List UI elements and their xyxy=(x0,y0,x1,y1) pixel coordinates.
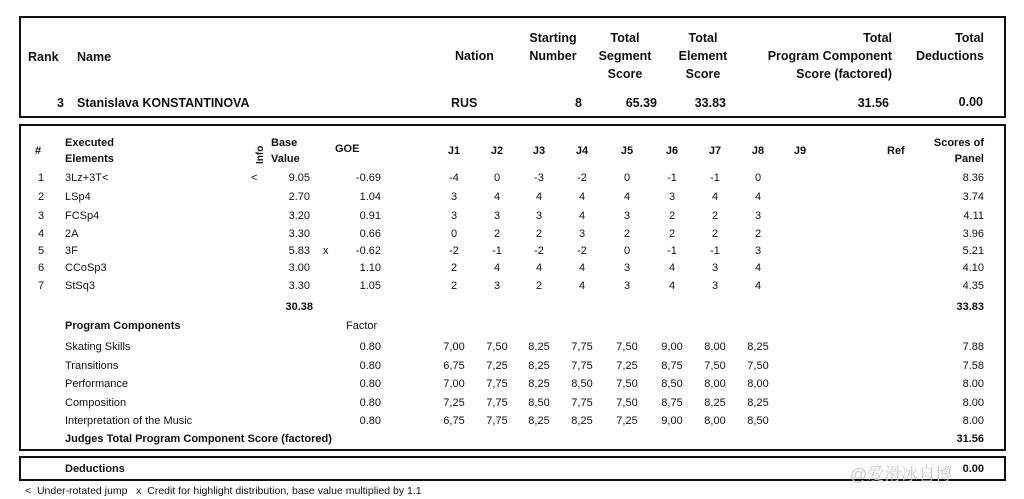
watermark: @爱滑冰自博 xyxy=(850,465,953,484)
component-panel-score: 7.88 xyxy=(962,341,984,353)
element-highlight-x: x xyxy=(323,245,329,257)
component-judge-score: 8,25 xyxy=(528,378,550,390)
element-base-value: 3.30 xyxy=(288,228,310,240)
element-base-value: 3.20 xyxy=(288,210,310,222)
element-judge-score: 3 xyxy=(754,210,762,222)
component-judge-score: 7,50 xyxy=(704,360,726,372)
skater-deductions: 0.00 xyxy=(958,95,983,109)
component-judge-score: 6,75 xyxy=(443,415,465,427)
element-judge-score: 3 xyxy=(623,280,631,292)
component-judge-score: 8,75 xyxy=(661,360,683,372)
element-base-value: 3.00 xyxy=(288,262,310,274)
component-judge-score: 8,50 xyxy=(528,397,550,409)
component-judge-score: 8,25 xyxy=(704,397,726,409)
col-starting-number-header: Starting Number xyxy=(529,31,577,63)
component-judge-score: 8,50 xyxy=(661,378,683,390)
component-judge-score: 8,25 xyxy=(571,415,593,427)
component-judge-score: 8,00 xyxy=(747,378,769,390)
element-judge-score: 2 xyxy=(711,228,719,240)
element-judge-score: 0 xyxy=(450,228,458,240)
element-judge-score: 3 xyxy=(711,280,719,292)
component-judge-score: 8,25 xyxy=(747,397,769,409)
element-judge-score: 2 xyxy=(450,280,458,292)
element-panel-score: 4.11 xyxy=(963,210,984,222)
element-judge-score: 2 xyxy=(754,228,762,240)
skater-tss: 65.39 xyxy=(625,96,657,110)
col-ref-header: Ref xyxy=(887,145,905,157)
component-judge-score: 8,50 xyxy=(571,378,593,390)
element-name: CCoSp3 xyxy=(65,262,107,274)
component-judge-score: 9,00 xyxy=(661,341,683,353)
element-judge-score: 4 xyxy=(578,280,586,292)
component-judge-score: 7,00 xyxy=(443,378,465,390)
element-judge-score: 4 xyxy=(668,262,676,274)
col-j7-header: J7 xyxy=(708,145,722,157)
element-number: 6 xyxy=(38,262,45,274)
skater-nation: RUS xyxy=(451,96,478,110)
skater-tes: 33.83 xyxy=(694,96,726,110)
col-nation-header: Nation xyxy=(455,49,494,63)
element-judge-score: 0 xyxy=(493,172,501,184)
component-panel-score: 7.58 xyxy=(962,360,984,372)
element-name: LSp4 xyxy=(65,191,91,203)
element-judge-score: 0 xyxy=(623,245,631,257)
component-judge-score: 9,00 xyxy=(661,415,683,427)
element-judge-score: 4 xyxy=(493,262,501,274)
component-judge-score: 7,75 xyxy=(486,397,508,409)
component-judge-score: 7,25 xyxy=(486,360,508,372)
element-judge-score: 0 xyxy=(754,172,762,184)
element-panel-score: 3.96 xyxy=(962,228,984,240)
element-judge-score: -1 xyxy=(492,245,502,257)
element-judge-score: 3 xyxy=(535,210,543,222)
element-judge-score: -2 xyxy=(577,245,587,257)
element-goe: 1.05 xyxy=(359,280,381,292)
factor-header: Factor xyxy=(346,320,378,332)
element-panel-score: 4.10 xyxy=(962,262,984,274)
element-judge-score: -2 xyxy=(534,245,544,257)
element-name: StSq3 xyxy=(65,280,95,292)
component-name: Interpretation of the Music xyxy=(65,415,193,427)
col-j5-header: J5 xyxy=(620,145,634,157)
component-panel-score: 8.00 xyxy=(962,378,984,390)
elements-score-total: 33.83 xyxy=(956,301,984,313)
element-judge-score: -2 xyxy=(449,245,459,257)
component-judge-score: 7,50 xyxy=(616,378,638,390)
element-judge-score: 3 xyxy=(450,210,458,222)
element-panel-score: 3.74 xyxy=(962,191,984,203)
element-judge-score: -2 xyxy=(577,172,587,184)
component-judge-score: 7,50 xyxy=(486,341,508,353)
component-factor: 0.80 xyxy=(359,341,381,353)
col-scores-of-panel-header: Scores of Panel xyxy=(933,137,984,165)
element-judge-score: 4 xyxy=(578,191,586,203)
element-judge-score: 4 xyxy=(711,191,719,203)
component-name: Composition xyxy=(65,397,127,409)
deductions-value: 0.00 xyxy=(962,463,984,475)
element-info: < xyxy=(251,172,258,184)
element-judge-score: 4 xyxy=(578,262,586,274)
element-judge-score: 4 xyxy=(668,280,676,292)
element-goe: 0.66 xyxy=(359,228,381,240)
component-judge-score: 8,25 xyxy=(528,341,550,353)
element-judge-score: 0 xyxy=(623,172,631,184)
element-judge-score: 2 xyxy=(535,228,543,240)
element-judge-score: 2 xyxy=(668,210,676,222)
element-panel-score: 4.35 xyxy=(962,280,984,292)
skater-rank: 3 xyxy=(57,96,64,110)
element-judge-score: 3 xyxy=(711,262,719,274)
element-goe: 1.10 xyxy=(359,262,381,274)
element-judge-score: 4 xyxy=(535,191,543,203)
element-panel-score: 5.21 xyxy=(962,245,984,257)
element-judge-score: 4 xyxy=(754,191,762,203)
component-judge-score: 7,50 xyxy=(616,397,638,409)
element-base-value: 3.30 xyxy=(288,280,310,292)
component-judge-score: 8,00 xyxy=(704,378,726,390)
element-judge-score: 3 xyxy=(623,262,631,274)
component-judge-score: 8,25 xyxy=(528,415,550,427)
base-value-total: 30.38 xyxy=(285,301,313,313)
component-name: Transitions xyxy=(65,360,119,372)
component-judge-score: 6,75 xyxy=(443,360,465,372)
element-number: 1 xyxy=(38,172,45,184)
component-name: Skating Skills xyxy=(65,341,131,353)
details-box xyxy=(19,124,1006,451)
element-base-value: 5.83 xyxy=(288,245,310,257)
skater-name: Stanislava KONSTANTINOVA xyxy=(77,96,250,110)
component-judge-score: 8,25 xyxy=(747,341,769,353)
component-factor: 0.80 xyxy=(359,378,381,390)
component-judge-score: 7,75 xyxy=(571,360,593,372)
component-judge-score: 7,25 xyxy=(616,360,638,372)
col-number-header: # xyxy=(35,145,42,157)
element-judge-score: 2 xyxy=(450,262,458,274)
element-base-value: 9.05 xyxy=(288,172,310,184)
element-judge-score: 3 xyxy=(493,210,501,222)
component-factor: 0.80 xyxy=(359,415,381,427)
col-j9-header: J9 xyxy=(793,145,807,157)
element-judge-score: 3 xyxy=(450,191,458,203)
element-number: 4 xyxy=(38,228,45,240)
element-number: 5 xyxy=(38,245,45,257)
component-judge-score: 8,00 xyxy=(704,341,726,353)
element-judge-score: 4 xyxy=(493,191,501,203)
program-components-title: Program Components xyxy=(65,320,181,332)
element-goe: -0.62 xyxy=(355,245,381,257)
element-judge-score: -1 xyxy=(667,172,677,184)
element-judge-score: 3 xyxy=(668,191,676,203)
element-judge-score: 4 xyxy=(754,262,762,274)
element-judge-score: 3 xyxy=(578,228,586,240)
element-judge-score: 4 xyxy=(535,262,543,274)
element-judge-score: 2 xyxy=(668,228,676,240)
element-name: 2A xyxy=(65,228,79,240)
element-judge-score: 4 xyxy=(623,191,631,203)
element-base-value: 2.70 xyxy=(288,191,310,203)
footnote: < Under-rotated jump x Credit for highlight distribution, base value multiplied by 1.1 xyxy=(25,485,422,497)
element-panel-score: 8.36 xyxy=(962,172,984,184)
col-deductions-header: Total Deductions xyxy=(915,31,984,63)
col-pcs-header: Total Program Component Score (factored) xyxy=(767,31,892,81)
component-judge-score: 8,00 xyxy=(704,415,726,427)
component-judge-score: 7,75 xyxy=(571,397,593,409)
col-name-header: Name xyxy=(77,50,112,64)
col-j4-header: J4 xyxy=(575,145,589,157)
element-judge-score: -1 xyxy=(667,245,677,257)
element-judge-score: 3 xyxy=(754,245,762,257)
component-judge-score: 7,75 xyxy=(486,378,508,390)
component-factor: 0.80 xyxy=(359,360,381,372)
col-tes-header: Total Element Score xyxy=(678,31,728,81)
col-rank-header: Rank xyxy=(28,50,59,64)
component-judge-score: 8,25 xyxy=(528,360,550,372)
component-name: Performance xyxy=(65,378,128,390)
element-judge-score: 3 xyxy=(623,210,631,222)
col-goe-header: GOE xyxy=(335,143,360,155)
component-factor: 0.80 xyxy=(359,397,381,409)
col-base-value-header: Base Value xyxy=(271,137,300,165)
element-number: 7 xyxy=(38,280,45,292)
component-judge-score: 7,00 xyxy=(443,341,465,353)
col-info-header: Info xyxy=(255,145,266,164)
component-judge-score: 7,75 xyxy=(571,341,593,353)
skater-pcs: 31.56 xyxy=(857,96,889,110)
col-j2-header: J2 xyxy=(490,145,504,157)
col-j3-header: J3 xyxy=(532,145,546,157)
component-judge-score: 7,25 xyxy=(616,415,638,427)
element-name: FCSp4 xyxy=(65,210,100,222)
element-judge-score: -1 xyxy=(710,172,720,184)
element-judge-score: -4 xyxy=(449,172,459,184)
component-judge-score: 8,75 xyxy=(661,397,683,409)
element-number: 3 xyxy=(38,210,45,222)
element-judge-score: 3 xyxy=(493,280,501,292)
element-judge-score: 4 xyxy=(754,280,762,292)
component-judge-score: 8,50 xyxy=(747,415,769,427)
col-j8-header: J8 xyxy=(751,145,765,157)
component-judge-score: 7,25 xyxy=(443,397,465,409)
element-goe: 1.04 xyxy=(359,191,381,203)
element-judge-score: 2 xyxy=(623,228,631,240)
element-judge-score: 2 xyxy=(493,228,501,240)
element-number: 2 xyxy=(38,191,45,203)
skater-starting-number: 8 xyxy=(575,96,582,110)
component-judge-score: 7,75 xyxy=(486,415,508,427)
components-total-score: 31.56 xyxy=(956,433,984,445)
component-panel-score: 8.00 xyxy=(962,397,984,409)
col-j1-header: J1 xyxy=(447,145,461,157)
element-name: 3Lz+3T< xyxy=(65,172,109,184)
element-judge-score: -1 xyxy=(710,245,720,257)
components-total-label: Judges Total Program Component Score (factored) xyxy=(65,433,332,445)
element-judge-score: 2 xyxy=(711,210,719,222)
element-goe: -0.69 xyxy=(355,172,381,184)
component-judge-score: 7,50 xyxy=(747,360,769,372)
component-panel-score: 8.00 xyxy=(962,415,984,427)
element-judge-score: 4 xyxy=(578,210,586,222)
col-executed-elements-header: Executed Elements xyxy=(65,137,114,165)
col-j6-header: J6 xyxy=(665,145,679,157)
element-judge-score: 2 xyxy=(535,280,543,292)
deductions-label: Deductions xyxy=(65,463,125,475)
col-tss-header: Total Segment Score xyxy=(598,31,652,81)
component-judge-score: 7,50 xyxy=(616,341,638,353)
element-goe: 0.91 xyxy=(359,210,381,222)
element-judge-score: -3 xyxy=(534,172,544,184)
element-name: 3F xyxy=(65,245,78,257)
